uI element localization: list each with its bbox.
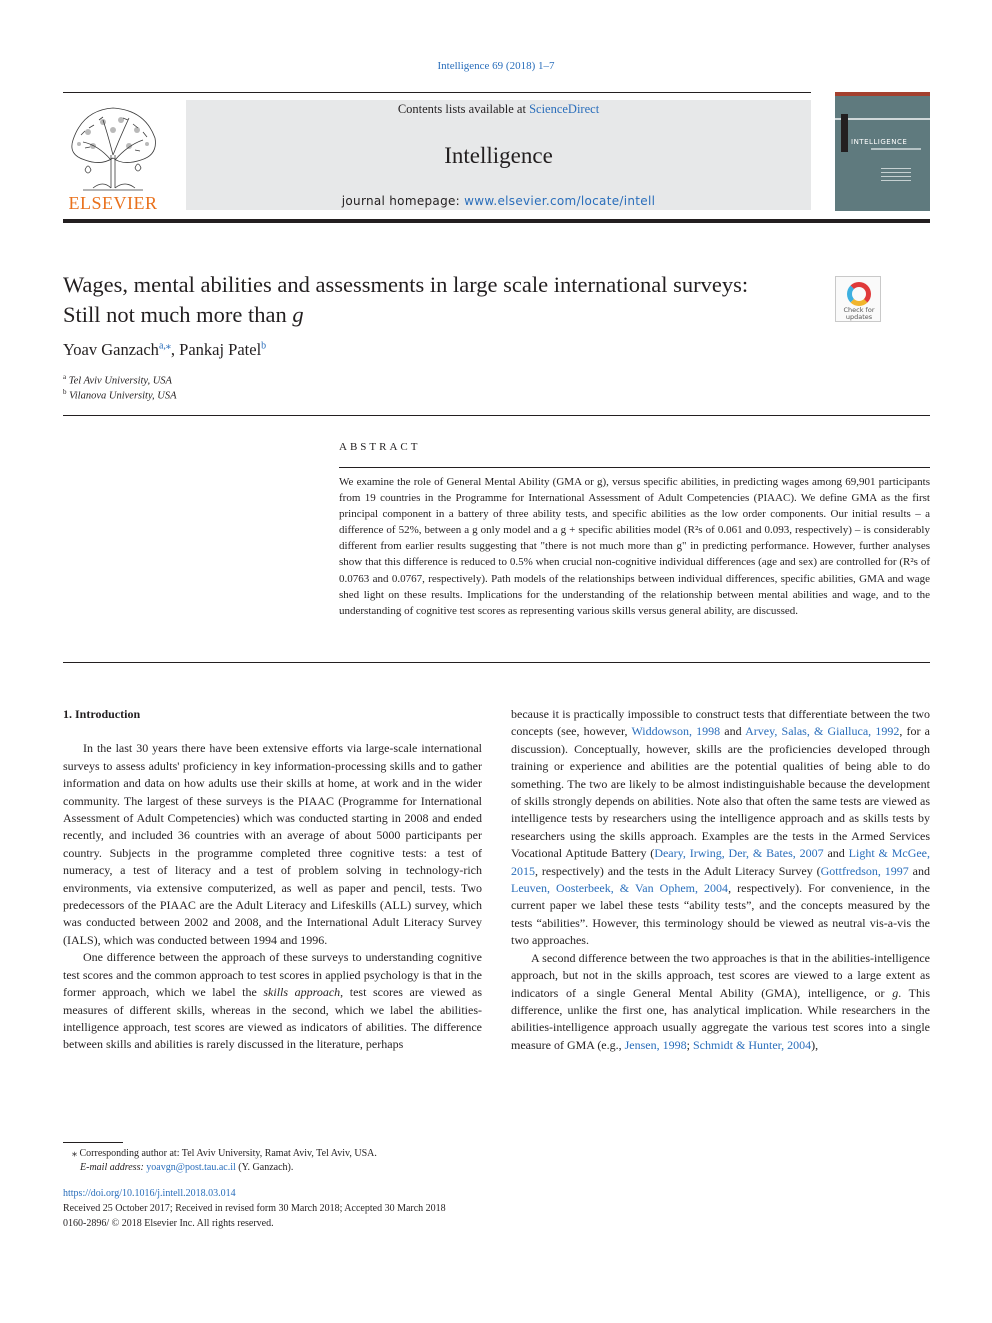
reference-link[interactable]: Schmidt & Hunter, 2004	[692, 1037, 812, 1052]
header-thick-rule	[63, 219, 930, 223]
reference-link[interactable]: Arvey, Salas, & Gialluca, 1992	[745, 724, 900, 739]
author-affiliation-mark[interactable]: a,⁎	[158, 340, 171, 352]
author-name[interactable]: Yoav Ganzach	[63, 340, 159, 359]
journal-citation-link[interactable]: Intelligence 69 (2018) 1–7	[437, 60, 555, 72]
reference-link[interactable]: Gottfredson, 1997	[820, 863, 909, 878]
author-affiliation-mark[interactable]: b	[261, 340, 267, 352]
divider	[63, 662, 930, 663]
divider	[63, 415, 930, 416]
journal-homepage-link[interactable]: www.elsevier.com/locate/intell	[464, 194, 656, 208]
author-list: Yoav Ganzach$^{a,⁎}$, Pankaj Patel$^b$	[63, 340, 267, 359]
abstract-rule	[339, 467, 930, 468]
cover-band	[835, 118, 930, 120]
email-note: E-mail address: yoavgn@post.tau.ac.il (Y. Ganzach).	[80, 1162, 294, 1173]
check-for-updates-button[interactable]	[835, 276, 881, 322]
body-paragraph: because it is practically impossible to construct tests that differentiate between the two concepts (see, however, Widdowson, 1998 and Arvey, Salas, & Gialluca, 1992, for a discussion). Conceptually, however, skills are the proficiencies developed through training or experience and abilities are the potential qualities of being able to do something. The two are likely to be almost indistinguishable because the development of skills strongly depends on abilities. Note also that often the same tests are viewed as intelligence tests by researchers using the intelligence approach and as skills tests by researchers using the skills approach. Examples are the tests in the Armed Services Vocational Aptitude Battery (Deary, Irwing, Der, & Bates, 2007 and Light & McGee, 2015, respectively) and the tests in the Adult Literacy Survey (Gottfredson, 1997 and Leuven, Oosterbeek, & Van Ophem, 2004, respectively). For convenience, in the current paper we label these tests “ability tests”, and the concepts measured by the tests “abilities”. However, this terminology should be viewed as neutral vis-a-vis the two approaches.	[511, 707, 931, 948]
body-column-right	[511, 706, 930, 1054]
abstract-heading: ABSTRACT	[339, 441, 421, 453]
elsevier-wordmark: ELSEVIER	[68, 193, 158, 213]
reference-link[interactable]: Jensen, 1998	[624, 1037, 687, 1052]
crossmark-icon	[847, 282, 871, 306]
cover-letter-mark	[841, 114, 848, 152]
section-heading: 1. Introduction	[63, 707, 141, 721]
reference-link[interactable]: Leuven, Oosterbeek, & Van Ophem, 2004	[511, 881, 729, 896]
abstract-text: We examine the role of General Mental Ability (GMA or g), versus specific abilities, in predicting wages among 69,901 participants from 19 countries in the Programme for International Assessment of Adult Competencies (PIAAC). We define GMA as the first principal component in a battery of three ability tests, and specific abilities as the low order components. Our initial results – a difference of 52%, between a g only model and a g + specific abilities model (R²s of 0.061 and 0.093, respectively) – is considerably different from earlier results suggesting that "there is not much more than g" in predicting performance. However, further analyses show that this difference is reduced to 0.5% when crucial non-cognitive individual differences (age and sex) are controlled for (R²s of 0.0763 and 0.0767, respectively). Path models of the relationships between individual differences, specific abilities, GMA and wage shed light on these results. Implications for the understanding of the relationship between mental abilities and wage, and to the understanding of cognitive test scores as representing various skills versus general ability, are discussed.	[339, 476, 930, 617]
cover-text-lines	[881, 168, 911, 184]
journal-name: Intelligence	[444, 143, 553, 168]
check-for-updates-label: Check for updates	[843, 306, 875, 321]
body-paragraph: In the last 30 years there have been extensive efforts via large-scale international surveys to assess adults' proficiency in key information-processing skills and to gather information and data on how adults use their skills at home, at work and in the wider community. The largest of these surveys is the PIAAC (Programme for International Assessment of Adult Competencies) which was conducted starting in 2008 and ended recently, and included 36 countries with an average of about 5000 participants per country. Subjects in the programme completed three cognitive tests: a test of numeracy, a test of literacy and a test of problem solving in technology-rich environments, via extensive computerized, as well as paper and pencil, tests. Two predecessors of the PIAAC are the Adult Literacy and Lifeskills (ALL) survey, which was conducted between 2002 and 2008, and the International Adult Literacy Survey (IALS), which was conducted between 1994 and 1996.	[63, 741, 482, 947]
cover-subtitle-bar	[871, 148, 921, 150]
footnote-rule	[63, 1142, 123, 1143]
received-dates: Received 25 October 2017; Received in revised form 30 March 2018; Accepted 30 March 2018	[63, 1203, 446, 1214]
reference-link[interactable]: Light & McGee, 2015	[511, 846, 931, 878]
corresponding-author-note: ⁎ Corresponding author at: Tel Aviv University, Ramat Aviv, Tel Aviv, USA.	[72, 1148, 377, 1159]
affiliation-a: $^a$ Tel Aviv University, USA	[63, 373, 172, 387]
header-top-rule	[63, 92, 811, 93]
reference-link[interactable]: Deary, Irwing, Der, & Bates, 2007	[654, 846, 824, 861]
sciencedirect-link[interactable]: ScienceDirect	[529, 102, 600, 116]
body-column-left	[63, 706, 482, 1054]
author-name[interactable]: Pankaj Patel	[179, 340, 262, 359]
reference-link[interactable]: Widdowson, 1998	[631, 724, 721, 739]
article-title: Wages, mental abilities and assessments in large scale international surveys: Still not much more than g	[63, 272, 749, 327]
email-link[interactable]: yoavgn@post.tau.ac.il	[146, 1162, 236, 1173]
journal-cover-thumbnail[interactable]	[835, 92, 930, 211]
contents-line: Contents lists available at ScienceDirect	[397, 102, 600, 116]
body-paragraph: A second difference between the two approaches is that in the abilities-intelligence approach, but not in the skills approach, test scores are viewed to a large extent as indicators of a single General Mental Ability (GMA), intelligence, or g. This difference, unlike the first one, has analytical implication. While researchers in the abilities-intelligence approach usually aggregate the various test scores into a single measure of GMA (e.g., Jensen, 1998; Schmidt & Hunter, 2004),	[511, 950, 930, 1052]
journal-homepage: journal homepage: www.elsevier.com/locate/intell	[341, 194, 656, 208]
doi-link[interactable]: https://doi.org/10.1016/j.intell.2018.03.014	[63, 1188, 236, 1199]
copyright-line: 0160-2896/ © 2018 Elsevier Inc. All rights reserved.	[63, 1218, 274, 1229]
cover-title: INTELLIGENCE	[851, 138, 908, 146]
affiliation-b: $^b$ Vilanova University, USA	[63, 388, 177, 402]
body-paragraph: One difference between the approach of these surveys to understanding cognitive test scores and the common approach to test scores in applied psychology is that in the former approach, which we label the skills approach, test scores are viewed as measures of different skills, whereas in the second, which we label the abilities-intelligence approach, test scores are viewed as indicators of abilities. The difference between skills and abilities is rarely discussed in the literature, perhaps	[63, 950, 482, 1052]
